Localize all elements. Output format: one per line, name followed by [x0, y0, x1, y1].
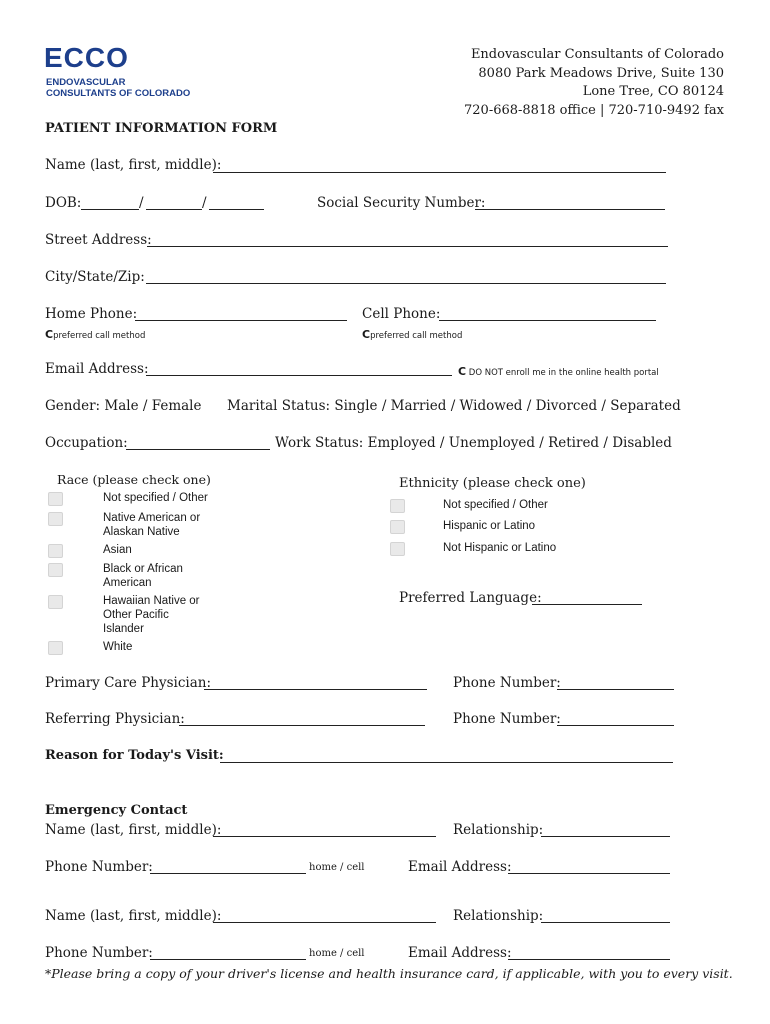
pcp-input-line[interactable] [204, 689, 427, 690]
name-input-line[interactable] [213, 172, 666, 173]
clinic-street: 8080 Park Meadows Drive, Suite 130 [478, 65, 724, 81]
home-phone-input-line[interactable] [135, 320, 347, 321]
emergency-name-label-1: Name (last, first, middle): [45, 822, 222, 838]
emergency-phone-label-2: Phone Number: [45, 945, 153, 961]
occupation-input-line[interactable] [126, 449, 270, 450]
ethnicity-option-label: Not Hispanic or Latino [443, 542, 557, 554]
reason-label: Reason for Today's Visit: [45, 748, 224, 763]
occupation-label: Occupation: [45, 435, 128, 451]
street-label: Street Address: [45, 232, 152, 248]
race-checkbox[interactable] [48, 641, 63, 655]
email-label: Email Address: [45, 361, 149, 377]
dob-separator-1: / [139, 195, 144, 211]
home-preferred-call-label: preferred call method [53, 331, 146, 341]
referring-label: Referring Physician: [45, 711, 185, 727]
emergency-email-input-line-2[interactable] [508, 959, 670, 960]
ethnicity-checkbox[interactable] [390, 520, 405, 534]
emergency-relationship-label-1: Relationship: [453, 822, 544, 838]
preferred-language-label: Preferred Language: [399, 590, 542, 606]
gender-field: Gender: Male / Female [45, 398, 202, 414]
cell-preferred-call-label: preferred call method [370, 331, 463, 341]
referring-input-line[interactable] [179, 725, 425, 726]
race-option-label: Hawaiian Native or Other Pacific Islander [103, 595, 200, 635]
cell-phone-input-line[interactable] [439, 320, 656, 321]
emergency-home-cell-2: home / cell [309, 948, 365, 959]
emergency-phone-input-line-1[interactable] [150, 873, 306, 874]
emergency-email-label-1: Email Address: [408, 859, 512, 875]
name-label: Name (last, first, middle): [45, 157, 222, 173]
race-checkbox[interactable] [48, 563, 63, 577]
footer-note: *Please bring a copy of your driver's license and health insurance card, if applicable, with you to every visit. [45, 966, 733, 981]
email-input-line[interactable] [146, 375, 452, 376]
work-status-field: Work Status: Employed / Unemployed / Retired / Disabled [275, 435, 672, 451]
ssn-input-line[interactable] [475, 209, 665, 210]
dob-month-line[interactable] [81, 209, 139, 210]
race-option-label: Not specified / Other [103, 492, 208, 504]
dob-separator-2: / [202, 195, 207, 211]
marital-status-field: Marital Status: Single / Married / Widowed / Divorced / Separated [227, 398, 681, 414]
ecco-logo-mark: ECCO [44, 42, 129, 73]
race-option-label: Asian [103, 544, 132, 556]
radio-icon: C [362, 328, 371, 341]
emergency-heading: Emergency Contact [45, 803, 188, 818]
no-enroll-portal-label: DO NOT enroll me in the online health portal [468, 368, 659, 378]
dob-day-line[interactable] [146, 209, 202, 210]
race-checkbox[interactable] [48, 544, 63, 558]
logo-line-2: CONSULTANTS OF COLORADO [46, 88, 191, 99]
radio-icon: C [45, 328, 54, 341]
emergency-name-input-line-1[interactable] [213, 836, 436, 837]
race-option-label: Black or African American [103, 563, 183, 589]
referring-phone-input-line[interactable] [557, 725, 674, 726]
home-phone-label: Home Phone: [45, 306, 138, 322]
street-input-line[interactable] [147, 246, 668, 247]
clinic-city: Lone Tree, CO 80124 [582, 84, 724, 99]
clinic-address [464, 46, 724, 120]
clinic-name: Endovascular Consultants of Colorado [470, 47, 724, 62]
city-state-zip-input-line[interactable] [146, 283, 666, 284]
emergency-relationship-input-line-1[interactable] [541, 836, 670, 837]
emergency-relationship-label-2: Relationship: [453, 908, 544, 924]
emergency-phone-input-line-2[interactable] [150, 959, 306, 960]
radio-icon: C [458, 365, 467, 378]
preferred-language-input-line[interactable] [532, 604, 642, 605]
cell-phone-label: Cell Phone: [362, 306, 441, 322]
race-checkbox[interactable] [48, 492, 63, 506]
form-title: PATIENT INFORMATION FORM [45, 121, 278, 136]
race-heading: Race (please check one) [57, 472, 211, 487]
race-checkbox[interactable] [48, 595, 63, 609]
race-checkbox[interactable] [48, 512, 63, 526]
emergency-email-label-2: Email Address: [408, 945, 512, 961]
city-state-zip-label: City/State/Zip: [45, 269, 145, 285]
dob-year-line[interactable] [209, 209, 264, 210]
emergency-email-input-line-1[interactable] [508, 873, 670, 874]
ethnicity-option-label: Not specified / Other [443, 499, 548, 511]
logo-line-1: ENDOVASCULAR [46, 77, 126, 88]
clinic-phones: 720-668-8818 office | 720-710-9492 fax [464, 102, 724, 118]
emergency-phone-label-1: Phone Number: [45, 859, 153, 875]
pcp-label: Primary Care Physician: [45, 675, 212, 691]
emergency-relationship-input-line-2[interactable] [541, 922, 670, 923]
ssn-label: Social Security Number: [317, 195, 486, 211]
emergency-name-input-line-2[interactable] [213, 922, 436, 923]
emergency-name-label-2: Name (last, first, middle): [45, 908, 222, 924]
cell-preferred-call-option[interactable] [362, 328, 462, 341]
pcp-phone-label: Phone Number: [453, 675, 561, 691]
ethnicity-checkbox[interactable] [390, 499, 405, 513]
ethnicity-heading: Ethnicity (please check one) [399, 476, 586, 491]
pcp-phone-input-line[interactable] [557, 689, 674, 690]
no-enroll-portal-option[interactable] [458, 365, 659, 378]
dob-label: DOB: [45, 195, 82, 211]
race-option-label: White [103, 641, 133, 653]
ethnicity-checkbox[interactable] [390, 542, 405, 556]
referring-phone-label: Phone Number: [453, 711, 561, 727]
ethnicity-option-label: Hispanic or Latino [443, 520, 536, 532]
reason-input-line[interactable] [220, 762, 673, 763]
emergency-home-cell-1: home / cell [309, 862, 365, 873]
race-option-label: Native American or Alaskan Native [103, 512, 201, 538]
home-preferred-call-option[interactable] [45, 328, 145, 341]
